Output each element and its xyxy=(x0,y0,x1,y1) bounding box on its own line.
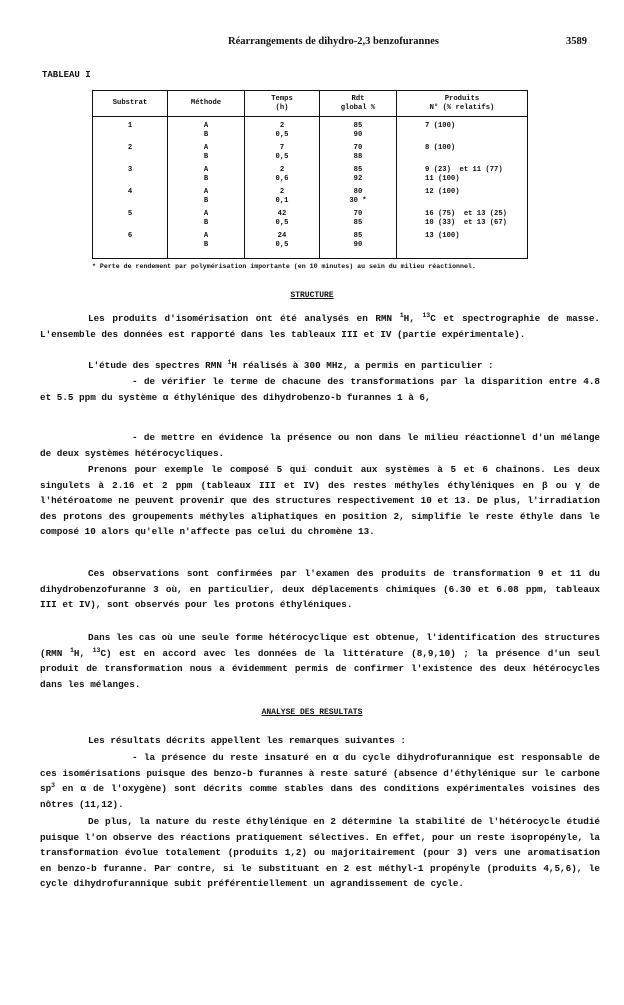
text-run: H réalisés à 300 MHz, a permis en particulier : xyxy=(231,360,494,371)
section-heading-structure: STRUCTURE xyxy=(290,291,334,300)
paragraph-9 xyxy=(40,750,600,812)
text-run: L'étude des spectres RMN xyxy=(88,360,228,371)
cell-temps: 2 0,6 xyxy=(245,166,320,188)
text-run: C) est en accord avec les données de la littérature (8,9,10) ; la présence d'un seul produit de transformation nous a évidemment permis de confirmer l'existence des deux hétérocycles dans les mélanges. xyxy=(40,647,600,690)
cell-temps: 42 0,5 xyxy=(245,210,320,232)
cell-rdt: 85 90 xyxy=(320,117,397,145)
col-header-rdt xyxy=(320,91,397,117)
col-header-text: Substrat xyxy=(112,99,148,108)
table-row xyxy=(93,232,528,259)
text-run: C et spectrographie de masse. L'ensemble des données est rapporté dans les tableaux III et IV (partie expérimentale). xyxy=(40,313,600,340)
cell-substrat: 1 xyxy=(93,117,168,145)
cell-substrat: 6 xyxy=(93,232,168,259)
table-header-row xyxy=(93,91,528,117)
table-footnote: * Perte de rendement par polymérisation importante (en 10 minutes) au sein du milieu réactionnel. xyxy=(92,263,476,270)
superscript: 3 xyxy=(51,782,56,790)
paragraph-8: Les résultats décrits appellent les remarques suivantes : xyxy=(88,735,407,746)
cell-substrat: 3 xyxy=(93,166,168,188)
paragraph-6: Ces observations sont confirmées par l'examen des produits de transformation 9 et 11 du dihydrobenzofuranne 3 où, en particulier, deux déplacements chimiques (6.30 et 6.08 ppm, tableaux III et IV), sont observés pour les protons éthyléniques. xyxy=(40,568,600,611)
table-row xyxy=(93,117,528,145)
cell-methode: A B xyxy=(168,117,245,145)
paragraph-3: - de vérifier le terme de chacune des transformations par la disparition entre 4.8 et 5.5 ppm du système α éthylénique des dihydrobenzo-b furannes 1 à 6, xyxy=(40,376,600,403)
cell-rdt: 70 88 xyxy=(320,144,397,166)
text-run: - la présence du reste insaturé en α du cycle dihydrofurannique est responsable de ces isomérisations puisque des benzo-b furannes à reste saturé (absence d'éthylénique sur le carbone sp xyxy=(40,752,600,795)
cell-produits: 9 (23) et 11 (77) 11 (100) xyxy=(397,166,528,188)
col-header-temps xyxy=(245,91,320,117)
paragraph-5: Prenons pour exemple le composé 5 qui conduit aux systèmes à 5 et 6 chaînons. Les deux singulets à 2.16 et 2 ppm (tableaux III et IV) des restes méthyles éthyléniques en β ou γ de l'hétéroatome ne peuvent provenir que des structures respectivement 10 et 13. De plus, l'irradiation des protons des groupements méthyles aliphatiques en position 2, simplifie le reste éthyle dans le composé 10 alors qu'elle n'affecte pas celui du chromène 13. xyxy=(40,464,600,538)
col-header-text: Rdt global % xyxy=(340,95,376,112)
cell-produits: 13 (100) xyxy=(397,232,528,259)
table-row xyxy=(93,144,528,166)
col-header-methode xyxy=(168,91,245,117)
cell-rdt: 70 85 xyxy=(320,210,397,232)
paragraph-2 xyxy=(40,358,600,374)
running-title: Réarrangements de dihydro-2,3 benzofurannes xyxy=(228,36,439,47)
cell-temps: 24 0,5 xyxy=(245,232,320,259)
section-heading-analyse: ANALYSE DES RESULTATS xyxy=(261,708,363,717)
text-run: en α de l'oxygène) sont décrits comme stables dans des conditions expérimentales voisines des nôtres (11,12). xyxy=(40,783,600,810)
cell-produits: 12 (100) xyxy=(397,188,528,210)
superscript: 1 xyxy=(399,311,404,319)
col-header-text: Temps (h) xyxy=(271,95,293,112)
superscript: 1 xyxy=(69,646,74,654)
cell-substrat: 2 xyxy=(93,144,168,166)
cell-produits: 16 (75) et 13 (25) 10 (33) et 13 (67) xyxy=(397,210,528,232)
cell-rdt: 80 30 * xyxy=(320,188,397,210)
text-run: Les produits d'isomérisation ont été analysés en RMN xyxy=(88,313,400,324)
col-header-produits xyxy=(397,91,528,117)
cell-methode: A B xyxy=(168,188,245,210)
page-number: 3589 xyxy=(566,36,587,47)
cell-methode: A B xyxy=(168,210,245,232)
cell-temps: 2 0,1 xyxy=(245,188,320,210)
table-1 xyxy=(92,90,528,259)
paragraph-4: - de mettre en évidence la présence ou non dans le milieu réactionnel d'un mélange de deux systèmes hétérocycliques. xyxy=(40,432,600,459)
cell-methode: A B xyxy=(168,166,245,188)
table-row xyxy=(93,188,528,210)
table-row xyxy=(93,166,528,188)
cell-substrat: 5 xyxy=(93,210,168,232)
col-header-text: Produits N° (% relatifs) xyxy=(429,95,495,112)
table-caption: TABLEAU I xyxy=(42,70,91,80)
superscript: 13 xyxy=(92,646,101,654)
cell-rdt: 85 90 xyxy=(320,232,397,259)
table-row xyxy=(93,210,528,232)
col-header-text: Méthode xyxy=(190,99,222,108)
cell-temps: 2 0,5 xyxy=(245,117,320,145)
superscript: 1 xyxy=(227,358,232,366)
text-run: Dans les cas où une seule forme hétérocyclique est obtenue, l'identification des structures (RMN xyxy=(40,632,600,659)
paragraph-7 xyxy=(40,630,600,692)
text-run: H, xyxy=(403,313,423,324)
cell-substrat: 4 xyxy=(93,188,168,210)
cell-methode: A B xyxy=(168,144,245,166)
cell-rdt: 85 92 xyxy=(320,166,397,188)
cell-produits: 8 (100) xyxy=(397,144,528,166)
superscript: 13 xyxy=(422,311,431,319)
text-run: H, xyxy=(73,647,93,659)
cell-methode: A B xyxy=(168,232,245,259)
cell-produits: 7 (100) xyxy=(397,117,528,145)
cell-temps: 7 0,5 xyxy=(245,144,320,166)
paragraph-10: De plus, la nature du reste éthylénique en 2 détermine la stabilité de l'hétérocycle étudié puisque l'on observe des réactions pratiquement sélectives. En effet, pour un reste isopropényle, la transformation évolue totalement (produits 1,2) ou majoritairement (pour 3) vers une aromatisation en benzo-b furanne. Par contre, si le substituant en 2 est méthyl-1 propényle (produits 4,5,6), le cycle dihydrofurannique subit préférentiellement un agrandissement de cycle. xyxy=(40,816,600,890)
paragraph-1 xyxy=(40,311,600,342)
col-header-substrat xyxy=(93,91,168,117)
